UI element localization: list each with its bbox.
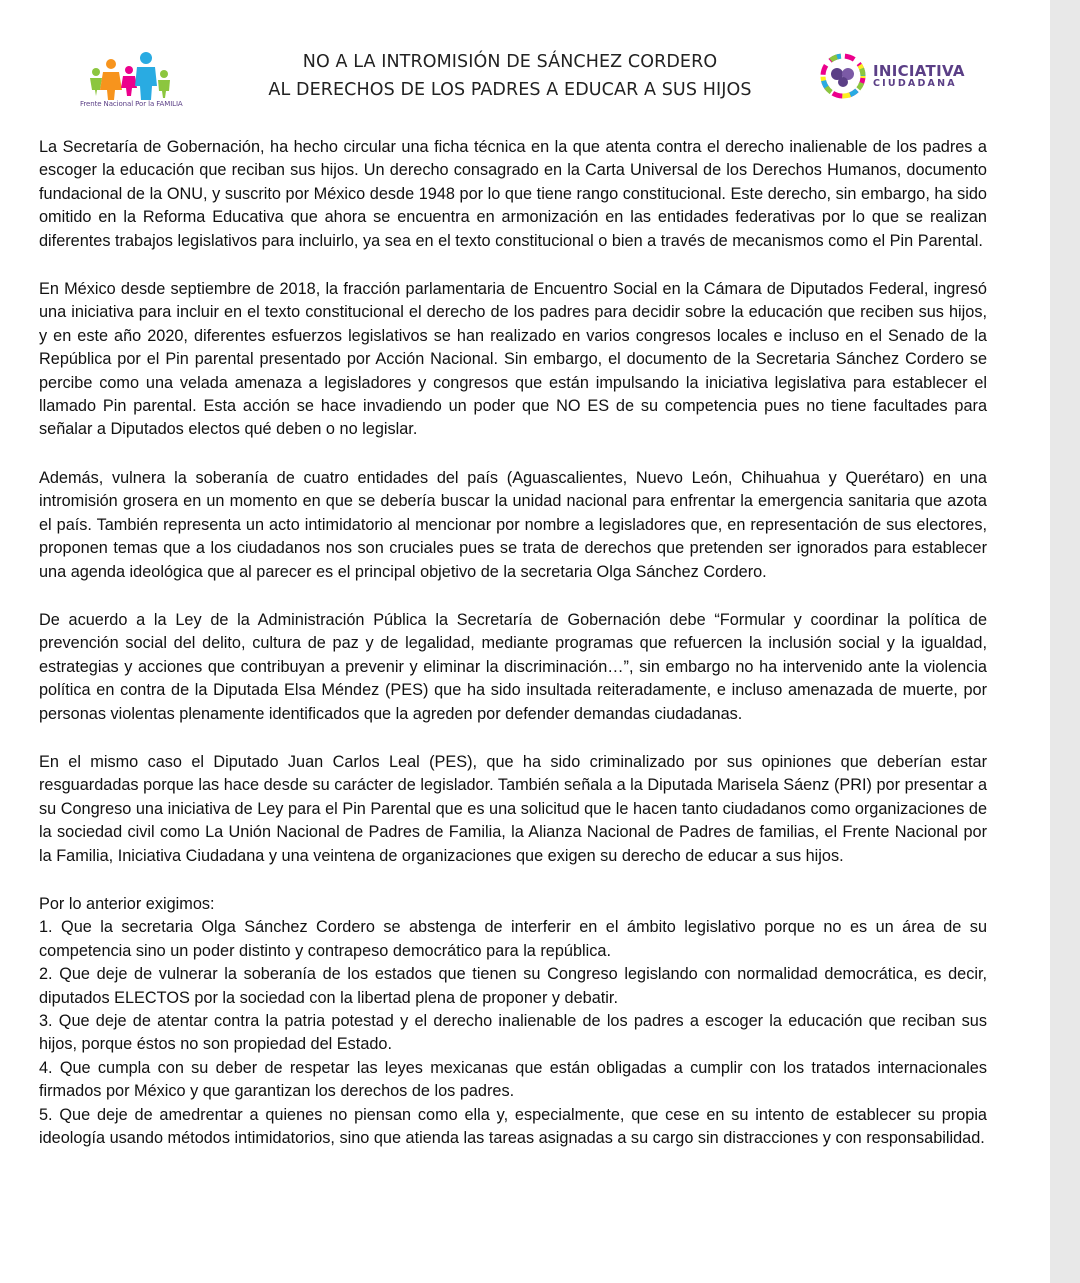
document-header [0,36,1050,116]
paragraph: En México desde septiembre de 2018, la fracción parlamentaria de Encuentro Social en la Cámara de Diputados Federal, ingresó una iniciativa para incluir en el texto constitucional el derecho de los padres para decidir sobre la educación que reciben sus hijos, y en este año 2020, diferentes esfuerzos legislativos se han realizado en varios congresos locales e incluso en el Senado de la República por el Pin parental presentado por Acción Nacional. Sin embargo, el documento de la Secretaria Sánchez Cordero se percibe como una velada amenaza a legisladores y congresos que están impulsando la iniciativa legislativa para establecer el llamado Pin parental. Esta acción se hace invadiendo un poder que NO ES de su competencia pues no tiene facultades para señalar a Diputados electos qué deben o no legislar. [39,280,987,439]
demand-item: 3. Que deje de atentar contra la patria potestad y el derecho inalienable de los padres a escoger la educación que reciban sus hijos, porque éstos no son propiedad del Estado. [39,1012,987,1054]
paragraph: La Secretaría de Gobernación, ha hecho circular una ficha técnica en la que atenta contra el derecho inalienable de los padres a escoger la educación que reciban sus hijos. Un derecho consagrado en la Carta Universal de los Derechos Humanos, documento fundacional de la ONU, y suscrito por México desde 1948 por lo que tiene rango constitucional. Este derecho, sin embargo, ha sido omitido en la Reforma Educativa que ahora se encuentra en armonización en las entidades federativas por lo que se realizan diferentes trabajos legislativos para incluirlo, ya sea en el texto constitucional o bien a través de mecanismos como el Pin Parental. [39,138,987,250]
demand-item: 2. Que deje de vulnerar la soberanía de los estados que tienen su Congreso legislando con normalidad democrática, es decir, diputados ELECTOS por la sociedad con la libertad plena de proponer y debatir. [39,965,987,1007]
demands-list [39,916,987,1150]
colorful-wreath-icon [815,48,871,104]
title-line-2: AL DERECHOS DE LOS PADRES A EDUCAR A SUS HIJOS [268,80,752,100]
iniciativa-ciudadana-logo [815,46,975,106]
frente-nacional-logo [80,44,184,108]
demands-intro: Por lo anterior exigimos: [39,894,215,913]
paragraph: De acuerdo a la Ley de la Administración Pública la Secretaría de Gobernación debe “Formular y coordinar la política de prevención social del delito, cultura de paz y de legalidad, mediante programas que refuercen la inclusión social y la igualdad, estrategias y acciones que contribuyan a prevenir y eliminar la discriminación…”, sin embargo no ha intervenido ante la violencia política en contra de la Diputada Elsa Méndez (PES) que ha sido insultada reiteradamente, e incluso amenazada de muerte, por personas violentas plenamente identificados que la agreden por defender demandas ciudadanas. [39,610,987,723]
title-line-1: NO A LA INTROMISIÓN DE SÁNCHEZ CORDERO [302,52,718,72]
paragraph: En el mismo caso el Diputado Juan Carlos Leal (PES), que ha sido criminalizado por sus opiniones que deberían estar resguardadas porque las hace desde su carácter de legislador. También señala a la Diputada Marisela Sáenz (PRI) por presentar a su Congreso una iniciativa de Ley para el Pin Parental que es una solicitud que le hacen tanto ciudadanos como organizaciones de la sociedad civil como La Unión Nacional de Padres de Familia, la Alianza Nacional de Padres de familias, el Frente Nacional por la Familia, Iniciativa Ciudadana y una veintena de organizaciones que exigen su derecho de educar a sus hijos. [39,752,987,865]
paragraph: Además, vulnera la soberanía de cuatro entidades del país (Aguascalientes, Nuevo León, Chihuahua y Querétaro) en una intromisión grosera en un momento en que se debería buscar la unidad nacional para enfrentar la emergencia sanitaria que azota el país. También representa un acto intimidatorio al mencionar por nombre a legisladores que, en representación de sus electores, proponen temas que a los ciudadanos nos son cruciales pues se trata de derechos que pretenden ser ignorados para establecer una agenda ideológica que al parecer es el principal objetivo de la secretaria Olga Sánchez Cordero. [39,468,987,581]
demand-item: 4. Que cumpla con su deber de respetar las leyes mexicanas que están obligadas a cumplir con los tratados internacionales firmados por México y que garantizan los derechos de los padres. [39,1058,987,1101]
brand-line-2: CIUDADANA [873,78,957,89]
demand-item: 5. Que deje de amedrentar a quienes no piensan como ella y, especialmente, que cese en su intento de establecer su propia ideología usando métodos intimidatorios, sino que atienda las tareas asignadas a su cargo sin distracciones y con responsabilidad. [39,1105,987,1148]
brand-line-1: INICIATIVA [873,62,965,80]
demand-item: 1. Que la secretaria Olga Sánchez Cordero se abstenga de interferir en el ámbito legislativo porque no es un área de su competencia sino un poder distinto y contrapeso democrático para la república. [39,918,987,960]
viewer-gutter [1050,0,1080,1283]
logo-caption: Frente Nacional Por la FAMILIA [80,100,183,108]
document-title [200,48,820,104]
document-body [39,136,987,1150]
family-figures-icon [84,44,184,102]
